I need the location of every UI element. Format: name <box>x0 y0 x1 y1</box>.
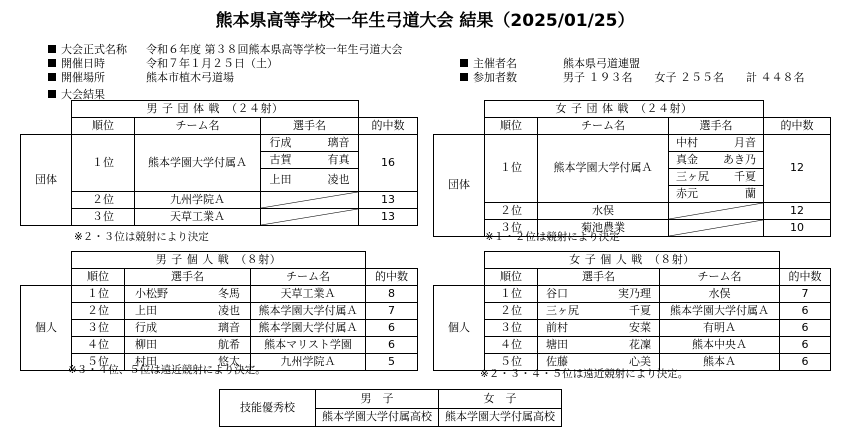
skill-award-label: 技能優秀校 <box>220 390 316 427</box>
info-organizer-label: 主催者名 <box>473 57 517 70</box>
empty-diagonal-cell <box>261 208 359 225</box>
men-indiv-note: ※３・４位、５位は遠近競射により決定。 <box>68 364 266 376</box>
player-cell <box>538 302 660 319</box>
player-first: 千夏 <box>629 303 651 317</box>
rank-cell: ２位 <box>72 302 125 319</box>
header-hits: 的中数 <box>359 117 418 134</box>
team-cell: 熊本学園大学付属Ａ <box>538 134 669 202</box>
bullet-icon <box>48 59 56 67</box>
team-cell: 天草工業Ａ <box>251 285 366 302</box>
info-participants-row <box>460 69 805 85</box>
player-cell <box>669 168 764 185</box>
skill-award-women-school: 熊本学園大学付属高校 <box>439 408 562 427</box>
header-players: 選手名 <box>669 117 764 134</box>
player-last: 上田 <box>135 303 157 317</box>
player-last: 前村 <box>546 320 568 334</box>
skill-award-women-header: 女 子 <box>439 390 562 409</box>
hits-cell: 12 <box>764 202 831 219</box>
player-cell <box>538 319 660 336</box>
player-first: あき乃 <box>723 152 756 166</box>
bullet-icon <box>48 45 56 53</box>
rank-cell: １位 <box>485 134 538 202</box>
player-cell <box>261 168 359 191</box>
rank-cell: １位 <box>485 285 538 302</box>
hits-cell: 6 <box>366 336 418 353</box>
hits-cell: 6 <box>780 319 831 336</box>
team-cell: 九州学院Ａ <box>135 191 261 208</box>
player-cell <box>261 151 359 168</box>
rank-cell: ３位 <box>72 208 135 225</box>
player-first: 実乃理 <box>618 286 651 300</box>
category-label: 団体 <box>434 134 485 236</box>
category-label: 個人 <box>21 285 72 370</box>
header-player: 選手名 <box>538 268 660 285</box>
empty-diagonal-cell <box>669 219 764 236</box>
player-last: 行成 <box>269 135 292 149</box>
info-name-value: 令和６年度 第３８回熊本県高等学校一年生弓道大会 <box>146 43 403 56</box>
info-results-label: 大会結果 <box>61 88 105 101</box>
hits-cell: 13 <box>359 191 418 208</box>
bullet-icon <box>460 73 468 81</box>
player-first: 冬馬 <box>218 286 240 300</box>
team-cell: 九州学院Ａ <box>251 353 366 370</box>
player-last: 村田 <box>135 354 157 368</box>
women-indiv-note: ※２・３・４・５位は遠近競射により決定。 <box>480 368 689 380</box>
player-first: 月音 <box>734 135 756 149</box>
player-last: 柳田 <box>135 337 157 351</box>
men-team-note: ※２・３位は競射により決定 <box>74 231 209 243</box>
player-cell <box>538 336 660 353</box>
hits-cell: 5 <box>366 353 418 370</box>
player-last: 赤元 <box>676 186 698 200</box>
rank-cell: ４位 <box>485 336 538 353</box>
team-cell: 水俣 <box>538 202 669 219</box>
rank-cell: ３位 <box>485 319 538 336</box>
men-team-caption: 男 子 団 体 戦 （２４射） <box>72 101 359 118</box>
hits-cell: 13 <box>359 208 418 225</box>
player-cell <box>125 336 251 353</box>
page-title: 熊本県高等学校一年生弓道大会 結果（2025/01/25） <box>215 11 635 31</box>
header-team: チーム名 <box>538 117 669 134</box>
info-venue-row <box>48 69 234 85</box>
player-cell <box>261 134 359 151</box>
rank-cell: ３位 <box>72 319 125 336</box>
player-cell <box>669 134 764 151</box>
info-date-value: 令和７年１月２５日（土） <box>146 57 278 70</box>
skill-award-men-header: 男 子 <box>316 390 439 409</box>
header-rank: 順位 <box>485 117 538 134</box>
player-cell <box>669 185 764 202</box>
player-first: 航希 <box>218 337 240 351</box>
header-rank: 順位 <box>72 268 125 285</box>
player-last: 三ヶ尻 <box>546 303 579 317</box>
team-cell: 水俣 <box>660 285 780 302</box>
rank-cell: １位 <box>72 285 125 302</box>
player-first: 心美 <box>629 354 651 368</box>
women-indiv-table <box>433 251 831 371</box>
player-first: 凌也 <box>218 303 240 317</box>
player-cell <box>669 151 764 168</box>
info-organizer-value: 熊本県弓道連盟 <box>563 57 640 70</box>
empty-diagonal-cell <box>261 191 359 208</box>
team-cell: 天草工業Ａ <box>135 208 261 225</box>
player-cell <box>125 319 251 336</box>
hits-cell: 16 <box>359 134 418 191</box>
team-cell: 熊本学園大学付属Ａ <box>135 134 261 191</box>
hits-cell: 12 <box>764 134 831 202</box>
player-first: 璃音 <box>218 320 240 334</box>
header-players: 選手名 <box>261 117 359 134</box>
empty-diagonal-cell <box>669 202 764 219</box>
info-name-label: 大会正式名称 <box>61 43 127 56</box>
men-team-table <box>20 100 418 226</box>
rank-cell: ２位 <box>485 202 538 219</box>
skill-award-men-school: 熊本学園大学付属高校 <box>316 408 439 427</box>
hits-cell: 6 <box>366 319 418 336</box>
bullet-icon <box>460 59 468 67</box>
rank-cell: ５位 <box>485 353 538 370</box>
rank-cell: １位 <box>72 134 135 191</box>
player-first: 凌也 <box>327 172 350 186</box>
hits-cell: 6 <box>780 336 831 353</box>
player-last: 古賀 <box>269 152 292 166</box>
men-indiv-caption: 男 子 個 人 戦 （８射） <box>72 252 366 269</box>
player-first: 悠太 <box>218 354 240 368</box>
player-cell <box>125 302 251 319</box>
hits-cell: 6 <box>780 302 831 319</box>
team-cell: 有明Ａ <box>660 319 780 336</box>
player-last: 三ヶ尻 <box>676 169 709 183</box>
rank-cell: ４位 <box>72 336 125 353</box>
bullet-icon <box>48 90 56 98</box>
player-last: 中村 <box>676 135 698 149</box>
player-last: 塘田 <box>546 337 568 351</box>
info-participants-label: 参加者数 <box>473 71 517 84</box>
player-cell <box>538 285 660 302</box>
team-cell: 熊本中央Ａ <box>660 336 780 353</box>
player-last: 谷口 <box>546 286 568 300</box>
info-venue-label: 開催場所 <box>61 71 105 84</box>
header-player: 選手名 <box>125 268 251 285</box>
player-first: 璃音 <box>327 135 350 149</box>
team-cell: 菊池農業 <box>538 219 669 236</box>
bullet-icon <box>48 73 56 81</box>
player-last: 真金 <box>676 152 698 166</box>
category-label: 個人 <box>434 285 485 370</box>
player-first: 安菜 <box>629 320 651 334</box>
rank-cell: ２位 <box>72 191 135 208</box>
team-cell: 熊本Ａ <box>660 353 780 370</box>
player-cell <box>125 285 251 302</box>
hits-cell: 10 <box>764 219 831 236</box>
team-cell: 熊本マリスト学園 <box>251 336 366 353</box>
info-venue-value: 熊本市植木弓道場 <box>146 71 234 84</box>
hits-cell: 8 <box>366 285 418 302</box>
player-last: 小松野 <box>135 286 168 300</box>
player-first: 有真 <box>327 152 350 166</box>
skill-award-table <box>219 389 562 427</box>
women-team-caption: 女 子 団 体 戦 （２４射） <box>485 101 764 118</box>
team-cell: 熊本学園大学付属Ａ <box>251 319 366 336</box>
header-team: チーム名 <box>251 268 366 285</box>
info-date-label: 開催日時 <box>61 57 105 70</box>
women-team-table <box>433 100 831 237</box>
category-label: 団体 <box>21 134 72 225</box>
hits-cell: 6 <box>780 353 831 370</box>
player-last: 上田 <box>269 172 292 186</box>
header-rank: 順位 <box>72 117 135 134</box>
men-indiv-table <box>20 251 418 371</box>
player-first: 千夏 <box>734 169 756 183</box>
rank-cell: ３位 <box>485 219 538 236</box>
rank-cell: ２位 <box>485 302 538 319</box>
header-hits: 的中数 <box>764 117 831 134</box>
header-hits: 的中数 <box>780 268 831 285</box>
header-rank: 順位 <box>485 268 538 285</box>
header-team: チーム名 <box>135 117 261 134</box>
player-last: 行成 <box>135 320 157 334</box>
women-team-note: ※１・２位は競射により決定 <box>485 231 620 243</box>
hits-cell: 7 <box>780 285 831 302</box>
women-indiv-caption: 女 子 個 人 戦 （８射） <box>485 252 780 269</box>
team-cell: 熊本学園大学付属Ａ <box>660 302 780 319</box>
header-hits: 的中数 <box>366 268 418 285</box>
player-first: 花凜 <box>629 337 651 351</box>
hits-cell: 7 <box>366 302 418 319</box>
player-last: 佐藤 <box>546 354 568 368</box>
player-first: 蘭 <box>745 186 756 200</box>
info-participants-value: 男子 １９３名 女子 ２５５名 計 ４４８名 <box>563 71 805 84</box>
header-team: チーム名 <box>660 268 780 285</box>
team-cell: 熊本学園大学付属Ａ <box>251 302 366 319</box>
rank-cell: ５位 <box>72 353 125 370</box>
